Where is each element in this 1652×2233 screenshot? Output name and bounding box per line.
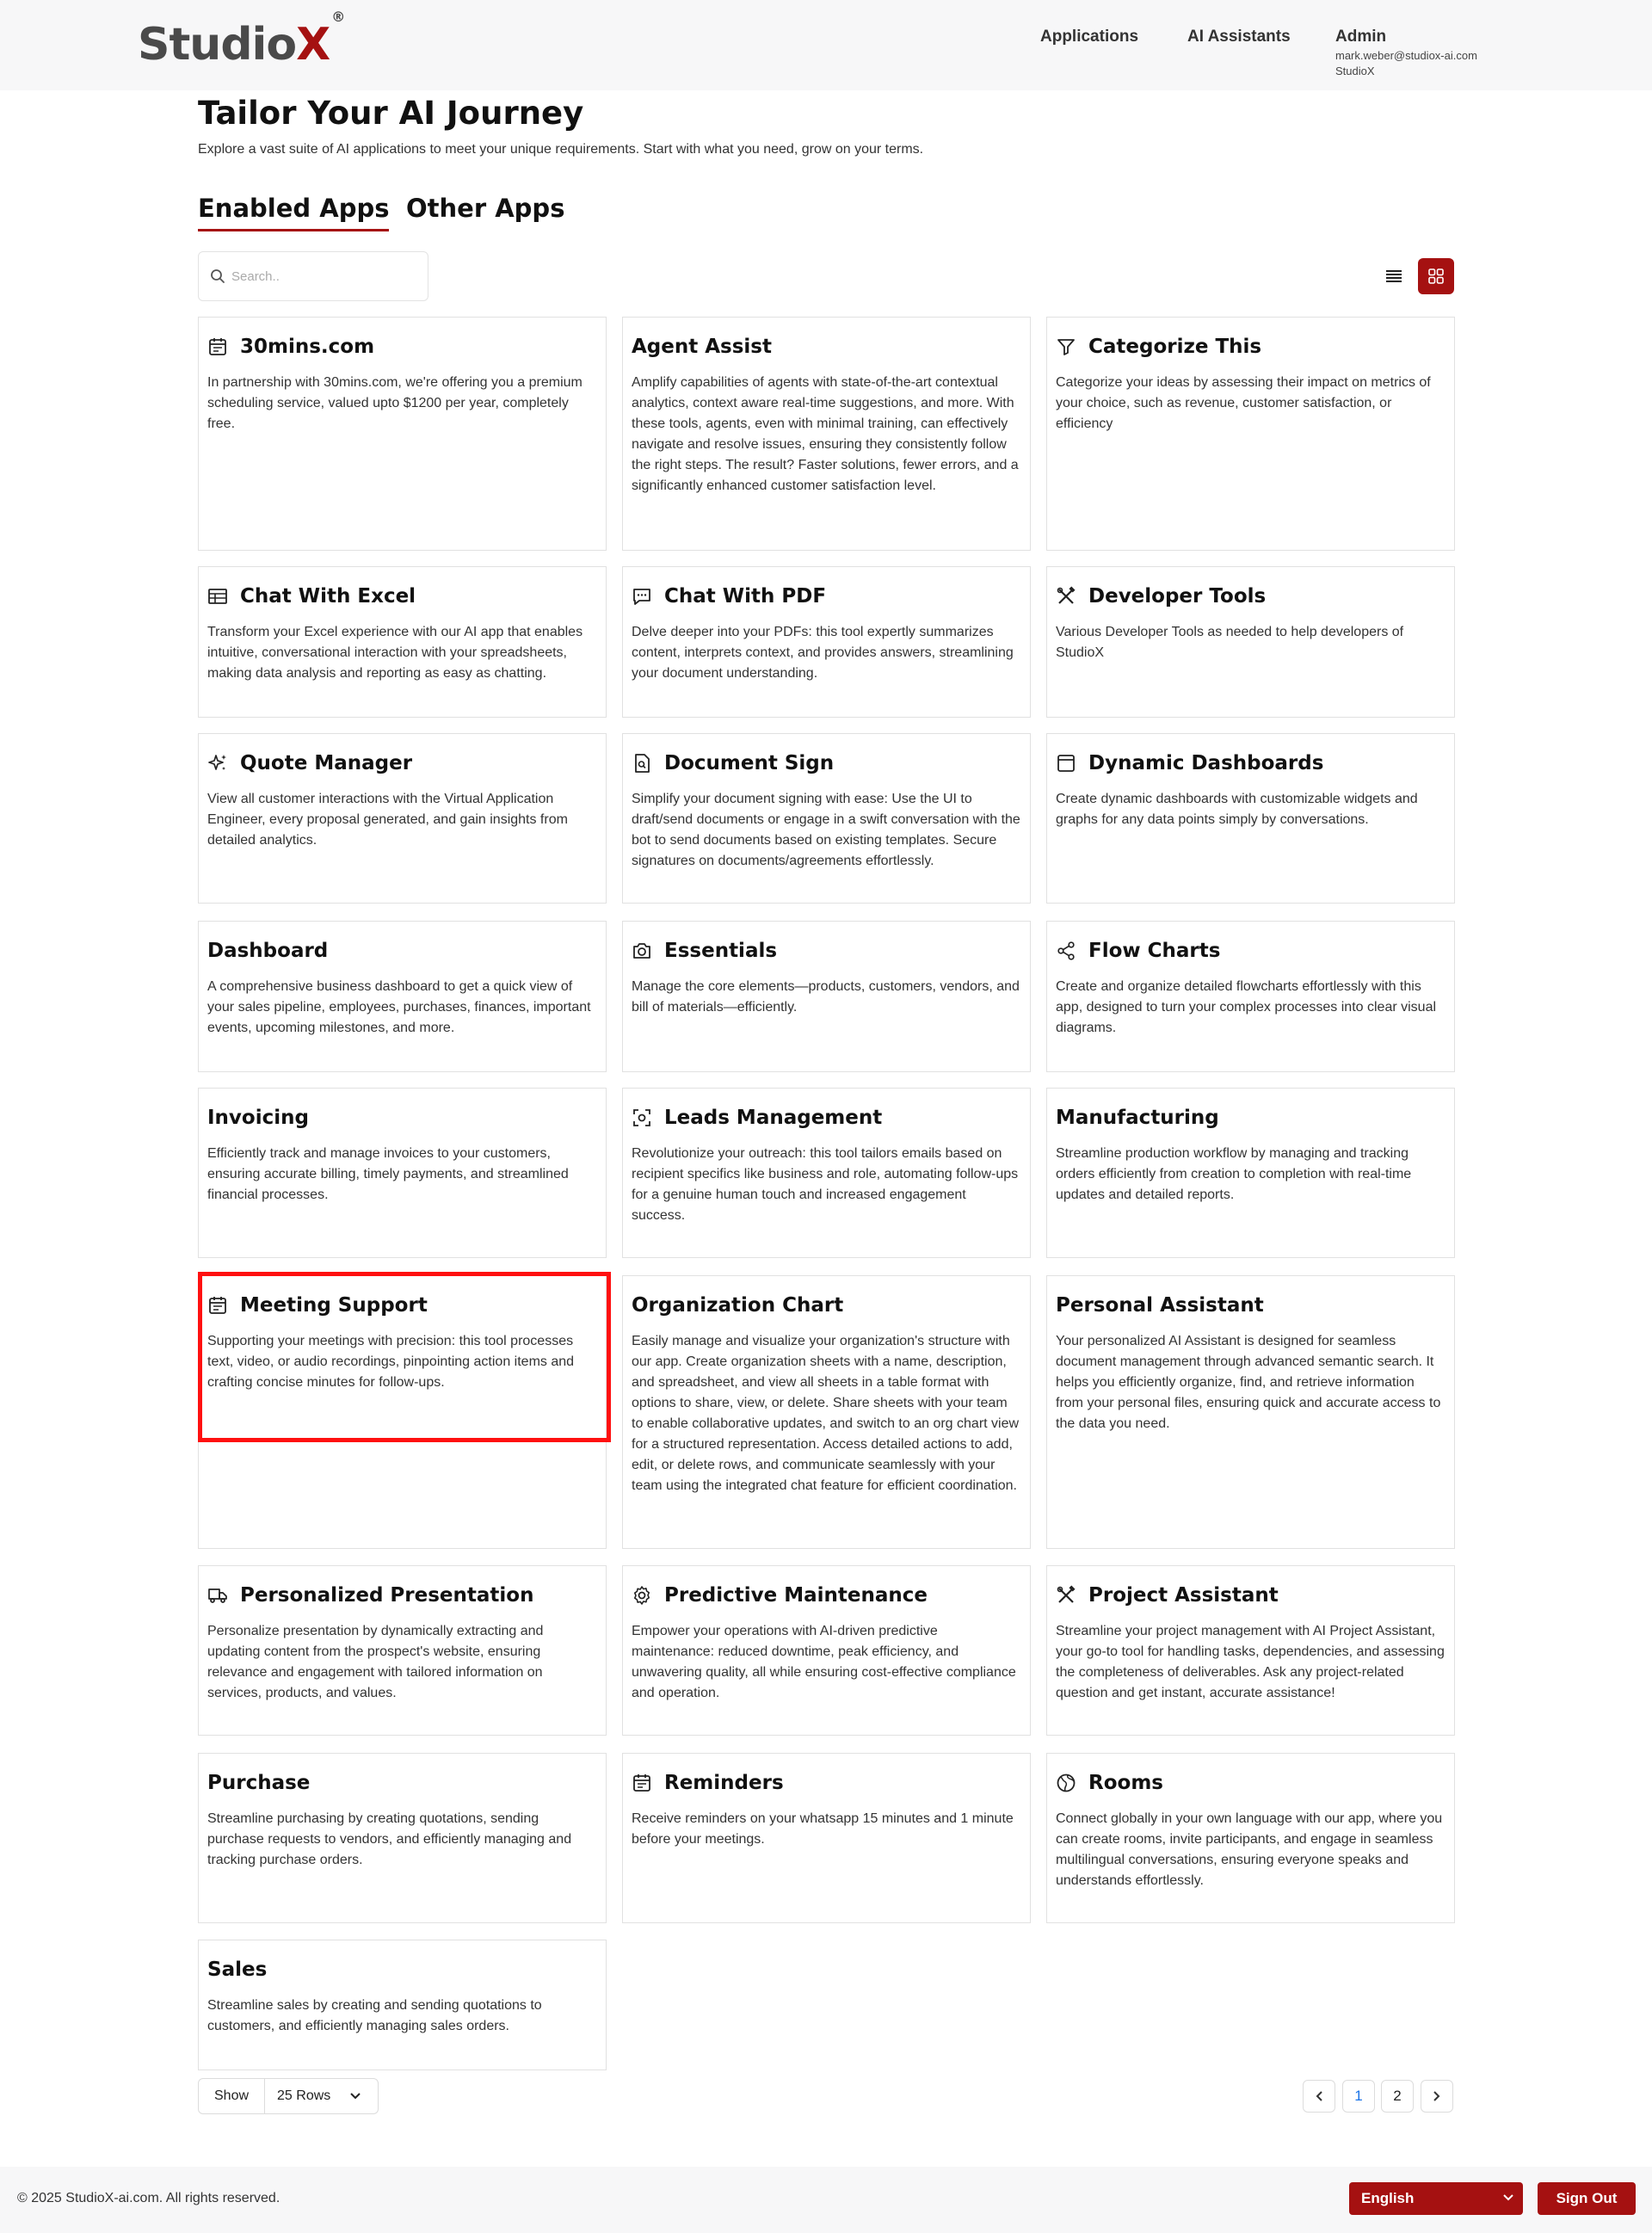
app-card-rooms[interactable] [1046, 1753, 1455, 1923]
app-card-title-text: Project Assistant [1088, 1584, 1279, 1607]
chevron-left-icon [1315, 2090, 1323, 2102]
app-card-description: Categorize your ideas by assessing their impact on metrics of your choice, such as revenue, customer satisfaction, or efficiency [1056, 375, 1431, 431]
app-card-personal-assistant[interactable] [1046, 1275, 1455, 1549]
app-card-description: Streamline your project management with AI Project Assistant, your go-to tool for handling tasks, dependencies, and assessing the completeness of deliverables. Ask any project-related question and get instant, accurate assistance! [1056, 1624, 1445, 1700]
app-card-description: Personalize presentation by dynamically extracting and updating content from the prospect's website, ensuring relevance and engagement with tailored information on services, products, and values. [207, 1624, 544, 1700]
page-title: Tailor Your AI Journey [198, 95, 584, 132]
app-card-description: Transform your Excel experience with our AI app that enables intuitive, conversational interaction with your spreadsheets, making data analysis and reporting as easy as chatting. [207, 625, 583, 681]
list-view-button[interactable] [1377, 260, 1411, 293]
app-card-title-text: Sales [207, 1959, 268, 1981]
app-card-title-text: Quote Manager [240, 752, 413, 774]
app-card-title-text: Categorize This [1088, 336, 1262, 358]
app-card-title-text: Essentials [664, 940, 778, 962]
app-card-title-text: Manufacturing [1056, 1107, 1219, 1129]
studiox-logo[interactable]: StudioX® [138, 8, 345, 71]
tab-enabled-apps[interactable]: Enabled Apps [198, 194, 390, 223]
app-card-title [207, 749, 597, 777]
app-card-description: Easily manage and visualize your organization's structure with our app. Create organization sheets with a name, description, and spreadsheet, and view all sheets in a table format with options to share, view, or delete. Share sheets with your team to enable collaborative updates, and switch to an org chart view for a structured representation. Access detailed actions to add, edit, or delete rows, and communicate seamlessly with your team using the integrated chat feature for efficient coordination. [632, 1334, 1020, 1493]
app-card-title [207, 1956, 597, 1983]
language-value: English [1361, 2190, 1415, 2206]
app-card-description: View all customer interactions with the Virtual Application Engineer, every proposal generated, and gain insights from detailed analytics. [207, 792, 568, 848]
app-card-project-assistant[interactable] [1046, 1565, 1455, 1736]
focus-icon [632, 1107, 652, 1128]
app-card-agent-assist[interactable] [622, 317, 1031, 551]
user-org: StudioX [1335, 65, 1375, 77]
app-card-leads-management[interactable] [622, 1088, 1031, 1258]
page-1-button[interactable]: 1 [1342, 2080, 1375, 2113]
app-card-title-text: Document Sign [664, 752, 835, 774]
chevron-down-icon [349, 2092, 361, 2100]
app-card-title [1056, 1769, 1446, 1797]
app-card-description: Empower your operations with AI-driven predictive maintenance: reduced downtime, peak efficiency, and unwavering quality, all while ensuring cost-effective compliance and operation. [632, 1624, 1016, 1700]
app-card-title [632, 749, 1021, 777]
app-card-title [632, 1582, 1021, 1609]
app-card-title-text: Agent Assist [632, 336, 772, 358]
app-card-title-text: Developer Tools [1088, 585, 1267, 608]
app-card-description: A comprehensive business dashboard to get a quick view of your sales pipeline, employees, purchases, finances, important events, upcoming milestones, and more. [207, 979, 591, 1035]
app-card-description: Delve deeper into your PDFs: this tool expertly summarizes content, interprets context, and provides answers, streamlining your document understanding. [632, 625, 1014, 681]
app-card-sales[interactable] [198, 1940, 607, 2070]
gear-icon [632, 1585, 652, 1606]
app-card-title-text: Flow Charts [1088, 940, 1221, 962]
app-card-chat-with-pdf[interactable] [622, 566, 1031, 718]
app-card-document-sign[interactable] [622, 733, 1031, 904]
chat-icon [632, 586, 652, 607]
app-card-description: Streamline sales by creating and sending quotations to customers, and efficiently managing sales orders. [207, 1998, 542, 2033]
user-menu[interactable] [1335, 28, 1477, 77]
app-card-title-text: Purchase [207, 1772, 311, 1794]
copyright: © 2025 StudioX-ai.com. All rights reserved. [17, 2191, 280, 2205]
app-card-description: Create dynamic dashboards with customizable widgets and graphs for any data points simply by conversations. [1056, 792, 1418, 827]
app-card-description: Various Developer Tools as needed to help developers of StudioX [1056, 625, 1404, 660]
app-card-title-text: Dashboard [207, 940, 329, 962]
app-card-dynamic-dashboards[interactable] [1046, 733, 1455, 904]
app-card-title [1056, 937, 1446, 965]
calendar-icon [207, 336, 228, 357]
share-icon [1056, 941, 1076, 961]
app-card-title-text: Leads Management [664, 1107, 883, 1129]
rows-per-page [198, 2078, 379, 2114]
app-card-title [632, 937, 1021, 965]
filter-icon [1056, 336, 1076, 357]
app-card-categorize-this[interactable] [1046, 317, 1455, 551]
app-card-title [1056, 333, 1446, 361]
globe-icon [1056, 1773, 1076, 1793]
app-card-title [1056, 749, 1446, 777]
app-card-personalized-presentation[interactable] [198, 1565, 607, 1736]
user-name: Admin [1335, 28, 1387, 46]
app-card-title [1056, 1104, 1446, 1132]
app-card-title-text: Dynamic Dashboards [1088, 752, 1324, 774]
sign-out-button[interactable]: Sign Out [1538, 2182, 1636, 2215]
app-card-organization-chart[interactable] [622, 1275, 1031, 1549]
app-card-30mins-com[interactable] [198, 317, 607, 551]
grid-icon [1428, 268, 1444, 284]
table-icon [207, 586, 228, 607]
app-card-description: Manage the core elements—products, customers, vendors, and bill of materials—efficiently. [632, 979, 1020, 1015]
grid-view-button[interactable] [1418, 258, 1454, 294]
window-icon [1056, 753, 1076, 774]
app-card-description: In partnership with 30mins.com, we're offering you a premium scheduling service, valued upto $1200 per year, completely free. [207, 375, 583, 431]
user-email: mark.weber@studiox-ai.com [1335, 49, 1477, 62]
app-card-title-text: Invoicing [207, 1107, 309, 1129]
next-page-button[interactable] [1421, 2080, 1453, 2113]
nav-applications[interactable]: Applications [1040, 28, 1139, 46]
app-card-dashboard[interactable] [198, 921, 607, 1072]
app-card-quote-manager[interactable] [198, 733, 607, 904]
app-card-title-text: Organization Chart [632, 1294, 844, 1317]
app-card-description: Amplify capabilities of agents with state-of-the-art contextual analytics, context aware real-time suggestions, and more. With these tools, agents, even with minimal training, can effectively navigate and resolve issues, ensuring they consistently follow the right steps. The result? Faster solutions, fewer errors, and a significantly enhanced customer satisfaction level. [632, 375, 1019, 493]
app-card-description: Streamline purchasing by creating quotations, sending purchase requests to vendors, and efficiently managing and tracking purchase orders. [207, 1811, 572, 1867]
prev-page-button[interactable] [1303, 2080, 1335, 2113]
search-box [198, 251, 428, 301]
truck-icon [207, 1585, 228, 1606]
app-card-description: Efficiently track and manage invoices to your customers, ensuring accurate billing, timely payments, and streamlined financial processes. [207, 1146, 569, 1202]
app-card-title-text: Chat With Excel [240, 585, 416, 608]
app-card-title [207, 1769, 597, 1797]
app-card-manufacturing[interactable] [1046, 1088, 1455, 1258]
list-icon [1386, 269, 1402, 283]
top-header [0, 0, 1652, 90]
app-card-title-text: Rooms [1088, 1772, 1163, 1794]
chevron-right-icon [1433, 2090, 1441, 2102]
footer [0, 2167, 1652, 2233]
app-card-title-text: Personal Assistant [1056, 1294, 1264, 1317]
app-card-title-text: Meeting Support [240, 1294, 428, 1317]
app-card-title [207, 583, 597, 610]
app-card-title-text: Reminders [664, 1772, 784, 1794]
app-card-developer-tools[interactable] [1046, 566, 1455, 718]
show-label: Show [199, 2079, 265, 2113]
app-card-description: Streamline production workflow by managing and tracking orders efficiently from creation to completion with real-time updates and detailed reports. [1056, 1146, 1412, 1202]
app-card-description: Simplify your document signing with ease: Use the UI to draft/send documents or engage in a swift conversation with the bot to send documents based on existing templates. Secure signatures on documents/agreements effortlessly. [632, 792, 1020, 868]
app-card-title [207, 1582, 597, 1609]
app-card-predictive-maintenance[interactable] [622, 1565, 1031, 1736]
document-search-icon [632, 753, 652, 774]
calendar-icon [632, 1773, 652, 1793]
chevron-down-icon [1502, 2192, 1514, 2204]
app-card-description: Connect globally in your own language with our app, where you can create rooms, invite participants, and engage in seamless multilingual conversations, ensuring everyone speaks and understands effortlessly. [1056, 1811, 1443, 1888]
app-card-title-text: Personalized Presentation [240, 1584, 534, 1607]
app-card-description: Revolutionize your outreach: this tool tailors emails based on recipient specifics like business and role, automating follow-ups for a genuine human touch and increased engagement success. [632, 1146, 1019, 1223]
app-card-title-text: 30mins.com [240, 336, 375, 358]
search-input[interactable] [231, 264, 421, 288]
tools-icon [1056, 586, 1076, 607]
app-card-title [207, 333, 597, 361]
search-icon [209, 268, 226, 285]
camera-icon [632, 941, 652, 961]
app-card-flow-charts[interactable] [1046, 921, 1455, 1072]
tab-other-apps[interactable]: Other Apps [406, 194, 565, 223]
app-card-invoicing[interactable] [198, 1088, 607, 1258]
app-card-title [1056, 583, 1446, 610]
app-card-reminders[interactable] [622, 1753, 1031, 1923]
app-card-essentials[interactable] [622, 921, 1031, 1072]
app-card-title [1056, 1292, 1446, 1319]
sparkles-icon [207, 753, 228, 774]
rows-value: 25 Rows [277, 2088, 331, 2103]
tools-icon [1056, 1585, 1076, 1606]
app-card-title [1056, 1582, 1446, 1609]
app-card-title [632, 1769, 1021, 1797]
app-card-description: Create and organize detailed flowcharts effortlessly with this app, designed to turn your complex processes into clear visual diagrams. [1056, 979, 1437, 1035]
page-subtitle: Explore a vast suite of AI applications to meet your unique requirements. Start with what you need, grow on your terms. [198, 142, 924, 157]
app-card-title [632, 1292, 1021, 1319]
app-card-title [207, 1292, 597, 1319]
page-2-button[interactable]: 2 [1381, 2080, 1414, 2113]
rows-select[interactable] [265, 2088, 361, 2104]
app-card-title-text: Predictive Maintenance [664, 1584, 928, 1607]
app-card-meeting-support[interactable] [198, 1275, 607, 1549]
app-card-title [207, 937, 597, 965]
app-card-description: Receive reminders on your whatsapp 15 minutes and 1 minute before your meetings. [632, 1811, 1014, 1847]
app-card-description: Supporting your meetings with precision: this tool processes text, video, or audio recordings, pinpointing action items and crafting concise minutes for follow-ups. [207, 1334, 575, 1390]
app-card-title [632, 1104, 1021, 1132]
calendar-icon [207, 1295, 228, 1316]
app-card-purchase[interactable] [198, 1753, 607, 1923]
app-card-description: Your personalized AI Assistant is designed for seamless document management through advanced semantic search. It helps you efficiently organize, find, and retrieve information from your personal files, ensuring quick and accurate access to the data you need. [1056, 1334, 1441, 1431]
app-card-title [632, 333, 1021, 361]
app-card-title-text: Chat With PDF [664, 585, 827, 608]
app-card-title [632, 583, 1021, 610]
app-card-chat-with-excel[interactable] [198, 566, 607, 718]
nav-ai-assistants[interactable]: AI Assistants [1187, 28, 1291, 46]
app-card-title [207, 1104, 597, 1132]
language-select[interactable] [1349, 2182, 1523, 2215]
